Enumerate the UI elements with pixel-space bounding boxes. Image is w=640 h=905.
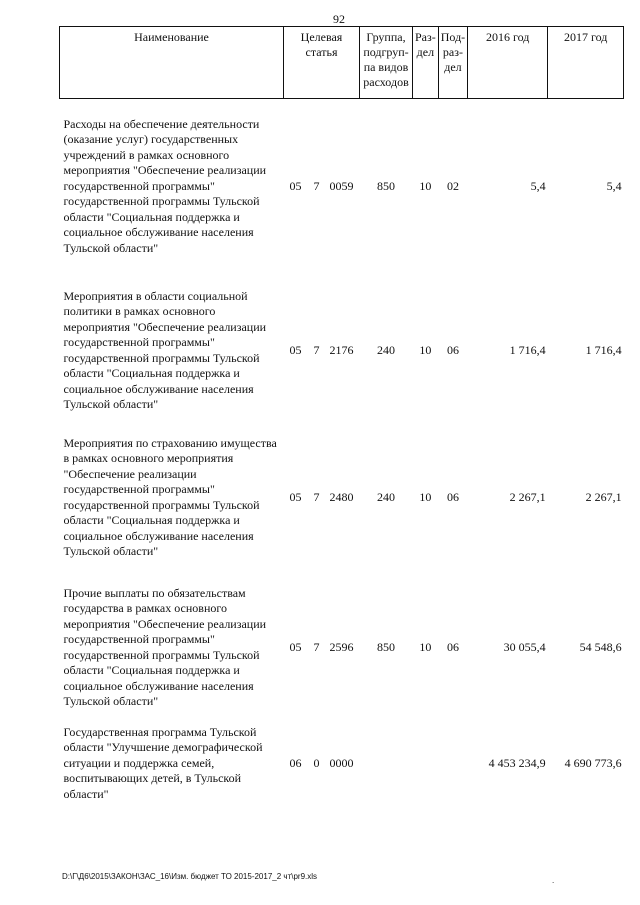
header-name: Наименование [60, 27, 284, 99]
row-target-code: 06 0 0000 [289, 755, 354, 770]
row-amount-2016: 1 716,4 [509, 342, 546, 357]
row-group: 850 [377, 639, 395, 654]
row-name: Расходы на обеспечение деятельности (оказание услуг) государственных учреждений в рамках основного мероприятия "Обеспечение реализации государственной программы" государственной программы Тульской области "Социальная поддержка и социальное обслуживание населения Тульской области" [63, 116, 267, 255]
footer-file-path: D:\Г\Д6\2015\ЗАКОН\ЗАС_16\Изм. бюджет ТО 2015-2017_2 чт\pr9.xls [62, 872, 318, 881]
row-amount-2017: 1 716,4 [585, 342, 622, 357]
row-subsection [438, 721, 467, 807]
budget-table [59, 26, 624, 807]
row-group: 240 [377, 342, 395, 357]
table-row [60, 113, 624, 261]
row-group: 240 [377, 489, 395, 504]
row-amount-2016: 30 055,4 [503, 639, 546, 654]
row-amount-2017: 4 690 773,6 [564, 755, 622, 770]
row-section: 10 [419, 489, 432, 504]
header-section: Раз-дел [413, 27, 439, 99]
row-subsection: 02 [446, 178, 459, 193]
row-name: Государственная программа Тульской области "Улучшение демографической ситуации и поддержка семей, воспитывающих детей, в Тульской области" [63, 724, 263, 801]
row-group [360, 721, 413, 807]
footer-mark: . [552, 876, 555, 885]
row-target-code: 05 7 2480 [289, 489, 354, 504]
row-amount-2017: 54 548,6 [579, 639, 622, 654]
row-amount-2016: 4 453 234,9 [488, 755, 546, 770]
row-section [413, 721, 439, 807]
table-row [60, 721, 624, 807]
header-2016: 2016 год [468, 27, 548, 99]
row-name: Прочие выплаты по обязательствам государства в рамках основного мероприятия "Обеспечение реализации государственной программы" государственной программы Тульской области "Социальная поддержка и социальное обслуживание населения Тульской области" [63, 585, 267, 708]
table-row [60, 583, 624, 713]
row-subsection: 06 [446, 342, 459, 357]
page-number: 92 [333, 12, 345, 26]
row-amount-2017: 2 267,1 [585, 489, 622, 504]
header-2017: 2017 год [548, 27, 624, 99]
header-expense-group: Группа, подгруп-па видов расходов [360, 27, 413, 99]
row-subsection: 06 [446, 489, 459, 504]
row-group: 850 [377, 178, 395, 193]
row-target-code: 05 7 2596 [289, 639, 354, 654]
row-name: Мероприятия в области социальной политики в рамках основного мероприятия "Обеспечение реализации государственной программы" государственной программы Тульской области "Социальная поддержка и социальное обслуживание населения Тульской области" [63, 288, 267, 411]
row-name: Мероприятия по страхованию имущества в рамках основного мероприятия "Обеспечение реализации государственной программы" государственной программы Тульской области "Социальная поддержка и социальное обслуживание населения Тульской области" [63, 435, 277, 558]
row-amount-2016: 5,4 [530, 178, 546, 193]
row-section: 10 [419, 178, 432, 193]
header-target-article: Целевая статья [284, 27, 360, 99]
table-row [60, 289, 624, 413]
row-target-code: 05 7 0059 [289, 178, 354, 193]
row-amount-2016: 2 267,1 [509, 489, 546, 504]
row-section: 10 [419, 639, 432, 654]
row-section: 10 [419, 342, 432, 357]
row-target-code: 05 7 2176 [289, 342, 354, 357]
table-row [60, 433, 624, 563]
row-subsection: 06 [446, 639, 459, 654]
row-amount-2017: 5,4 [606, 178, 622, 193]
table-header-row [60, 27, 624, 99]
header-subsection: Под-раз-дел [438, 27, 467, 99]
